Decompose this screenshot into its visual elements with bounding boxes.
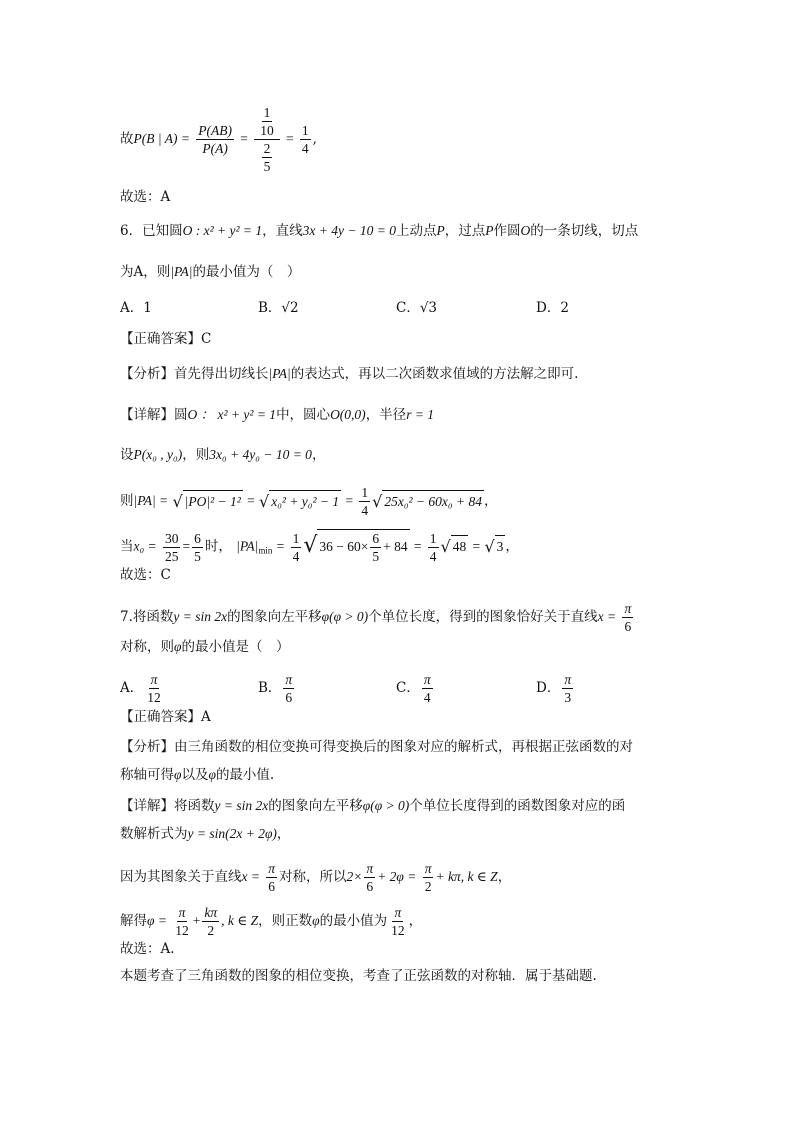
question-7-line-1: 7.将函数y = sin 2x的图象向左平移φ(φ > 0)个单位长度，得到的图象恰好关于直线x = $\frac{\pi}{6}$ [120,601,632,634]
formula-lhs: P(B | A) = [133,131,190,146]
fraction: $\frac{P(AB)}{P(A)}$ [198,123,232,156]
detail-line-2: 数解析式为y = sin(2x + 2φ)， [120,826,291,842]
answer-line: 故选：A [120,189,171,205]
analysis-line-2: 称轴可得φ以及φ的最小值. [120,767,275,783]
question-7-line-2: 对称，则φ的最小值是（ ） [120,639,290,655]
option-b: B． $\frac{\pi}{6}$ [258,672,293,705]
option-b: B．√2 [258,300,299,316]
fraction: $\frac{1}{4}$ [301,123,309,156]
pa-minimum: 当x₀ = $\frac{30}{25}$ = $\frac{6}{5}$ 时， $|PA|_{min}$ = $\frac{1}{4}$ √ 36 − 60× $\frac{6}{5}$ + 84 = $\frac{1}{4}$ √ 48 = √ 3 ， [120,530,519,565]
option-c: C．√3 [396,300,438,316]
analysis-line-1: 【分析】由三角函数的相位变换可得变换后的图象对应的解析式，再根据正弦函数的对 [120,739,633,755]
option-c: C． $\frac{\pi}{4}$ [396,672,431,705]
option-d: D．2 [536,300,569,316]
summary: 本题考查了三角函数的图象的相位变换，考查了正弦函数的对称轴．属于基础题. [120,968,597,984]
detail-set-p: 设P(x₀ , y₀)，则3x₀ + 4y₀ − 10 = 0， [120,447,326,463]
option-d: D． $\frac{\pi}{3}$ [536,672,572,705]
symmetry-line: 因为其图象关于直线x = $\frac{\pi}{6}$ 对称，所以2× $\frac{\pi}{6}$ + 2φ = $\frac{\pi}{2}$ + kπ, k ∈ Z， [120,861,512,894]
option-a: A．1 [120,300,152,316]
pa-expression: 则|PA| = √ |PO|² − 1² = √ x₀² + y₀² − 1 = $\frac{1}{4}$ √ 25x₀² − 60x₀ + 84 ， [120,485,498,518]
question-6-line-1: 6．已知圆O : x² + y² = 1，直线3x + 4y − 10 = 0上动点P，过点P作圆O的一条切线，切点 [120,223,639,239]
text: 故 [120,131,134,147]
option-a: A． $\frac{\pi}{12}$ [120,672,161,705]
detail: 【详解】圆O ： x² + y² = 1中，圆心O(0,0)，半径r = 1 [120,407,435,423]
answer-line: 故选：C [120,567,171,583]
correct-answer: 【正确答案】C [120,331,212,347]
answer-line: 故选：A. [120,941,175,957]
analysis: 【分析】首先得出切线长|PA|的表达式，再以二次函数求值域的方法解之即可. [120,366,579,382]
detail-line-1: 【详解】将函数y = sin 2x的图象向左平移φ(φ > 0)个单位长度得到的函数图象对应的函 [120,798,626,814]
question-6-line-2: 为A，则|PA|的最小值为（ ） [120,264,301,280]
probability-formula-line: 故P(B | A) = $\frac{P(AB)}{P(A)}$ = $\frac{\frac{1}{10}}{\frac{2}{5}}$ = $\frac{1}{4}$ , [120,105,317,174]
solution-line: 解得φ = $\frac{\pi}{12}$ + $\frac{k\pi}{2}$ , k ∈ Z，则正数φ的最小值为 $\frac{\pi}{12}$ ， [120,905,423,938]
correct-answer: 【正确答案】A [120,709,211,725]
nested-fraction: $\frac{\frac{1}{10}}{\frac{2}{5}}$ [254,104,280,175]
